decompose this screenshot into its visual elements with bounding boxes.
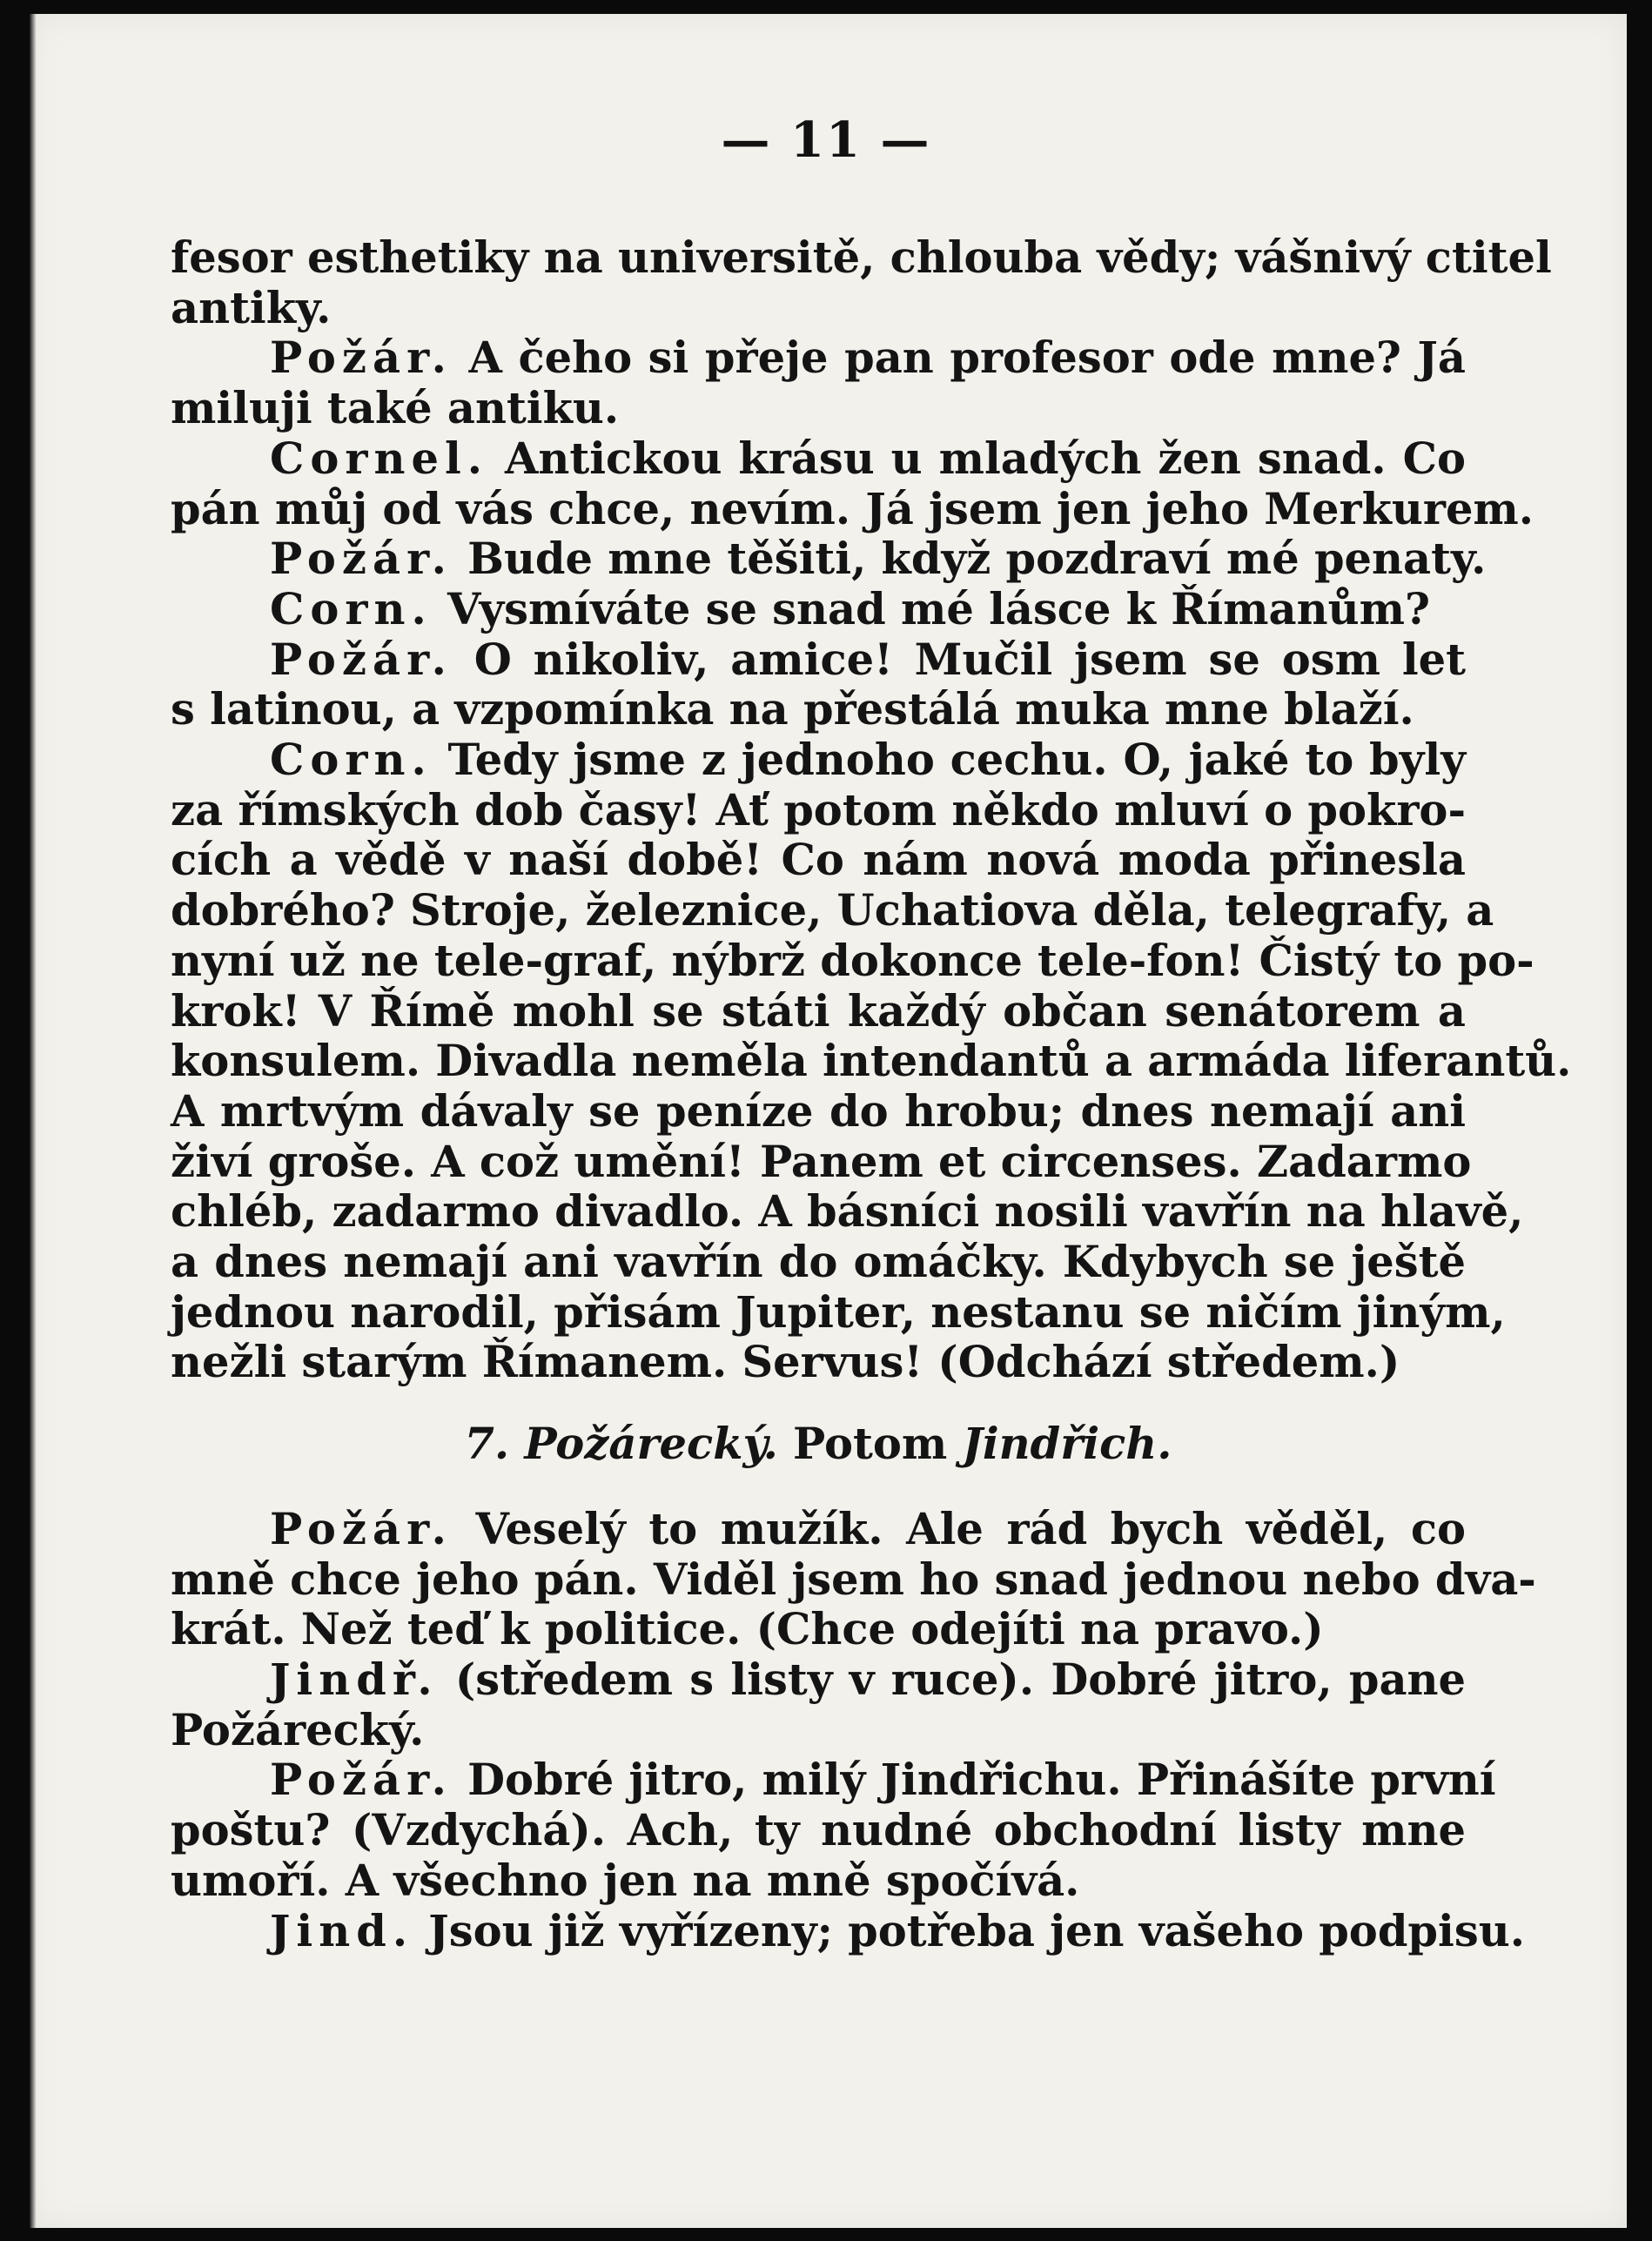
- dialogue-text: Jsou již vyřízeny; potřeba jen vašeho podpisu.: [428, 1905, 1525, 1956]
- text-line: poštu? (Vzdychá). Ach, ty nudné obchodní listy mne: [171, 1805, 1466, 1856]
- text-line: krát. Než teď k politice. (Chce odejíti na pravo.): [171, 1604, 1324, 1655]
- speaker-name: Požár.: [270, 533, 453, 585]
- dialogue-line: [171, 1655, 1466, 1706]
- text-line: pán můj od vás chce, nevím. Já jsem jen jeho Merkurem.: [171, 483, 1534, 534]
- text-line: mně chce jeho pán. Viděl jsem ho snad jednou nebo dva-: [171, 1553, 1536, 1605]
- page-edge-shadow: [30, 14, 37, 2228]
- speaker-name: Požár.: [270, 634, 453, 685]
- text-line: umoří. A všechno jen na mně spočívá.: [171, 1855, 1080, 1906]
- speaker-name: Požár.: [270, 1755, 453, 1806]
- dialogue-line: [171, 585, 1466, 635]
- text-line: Požárecký.: [171, 1704, 425, 1755]
- text-line: krok! V Římě mohl se státi každý občan senátorem a: [171, 985, 1466, 1037]
- dialogue-line: [171, 635, 1466, 686]
- dialogue-text: Veselý to mužík. Ale rád bych věděl, co: [475, 1503, 1466, 1554]
- page-number: — 11 —: [721, 111, 931, 169]
- dialogue-text: A čeho si přeje pan profesor ode mne? Já: [468, 332, 1467, 384]
- scene-then: Potom: [793, 1419, 948, 1470]
- scene-next-character: Jindřich.: [962, 1419, 1172, 1470]
- speaker-name: Cornel.: [270, 433, 489, 484]
- text-line: miluji také antiku.: [171, 383, 620, 434]
- dialogue-text: Vysmíváte se snad mé lásce k Římanům?: [447, 583, 1430, 634]
- dialogue-text: Dobré jitro, milý Jindřichu. Přinášíte první: [467, 1755, 1496, 1806]
- text-line: za římských dob časy! Ať potom někdo mluví o pokro-: [171, 784, 1466, 835]
- text-line: antiky.: [171, 282, 332, 333]
- text-line: jednou narodil, přisám Jupiter, nestanu se ničím jiným,: [171, 1286, 1506, 1338]
- text-line: živí groše. A což umění! Panem et circenses. Zadarmo: [171, 1136, 1472, 1187]
- dialogue-line: [171, 1905, 1525, 1957]
- text-line: cích a vědě v naší době! Co nám nová moda přinesla: [171, 835, 1466, 886]
- speaker-name: Corn.: [270, 735, 433, 786]
- text-line: nyní už ne tele-graf, nýbrž dokonce tele-fon! Čistý to po-: [171, 935, 1534, 986]
- speaker-name: Požár.: [270, 332, 453, 384]
- text-line: s latinou, a vzpomínka na přestálá muka mne blaží.: [171, 684, 1414, 735]
- dialogue-text: (středem s listy v ruce). Dobré jitro, pane: [454, 1654, 1466, 1705]
- dialogue-text: Bude mne těšiti, když pozdraví mé penaty.: [467, 533, 1487, 585]
- text-line: dobrého? Stroje, železnice, Uchatiova děla, telegrafy, a: [171, 885, 1494, 936]
- dialogue-line: [171, 1755, 1496, 1806]
- dialogue-line: [171, 533, 1487, 585]
- dialogue-text: Tedy jsme z jednoho cechu. O, jaké to byly: [447, 735, 1466, 786]
- speaker-name: Jindř.: [270, 1654, 439, 1705]
- scene-character: Požárecký.: [524, 1419, 778, 1470]
- dialogue-line: [171, 434, 1466, 485]
- text-line: A mrtvým dávaly se peníze do hrobu; dnes nemají ani: [171, 1085, 1466, 1137]
- play-text: [171, 232, 1572, 1956]
- dialogue-line: [171, 735, 1466, 786]
- dialogue-line: [171, 333, 1466, 384]
- text-line: konsulem. Divadla neměla intendantů a armáda liferantů.: [171, 1036, 1572, 1087]
- dialogue-text: O nikoliv, amice! Mučil jsem se osm let: [473, 634, 1466, 685]
- text-line: fesor esthetiky na universitě, chlouba vědy; vášnivý ctitel: [171, 232, 1552, 283]
- scene-number: 7.: [464, 1419, 510, 1470]
- text-line: chléb, zadarmo divadlo. A básníci nosili vavřín na hlavě,: [171, 1186, 1524, 1238]
- dialogue-text: Antickou krásu u mladých žen snad. Co: [504, 433, 1466, 484]
- dialogue-line: [171, 1505, 1466, 1555]
- scene-heading: [171, 1419, 1466, 1470]
- text-line: nežli starým Římanem. Servus! (Odchází středem.): [171, 1337, 1400, 1388]
- speaker-name: Požár.: [270, 1503, 453, 1554]
- text-line: a dnes nemají ani vavřín do omáčky. Kdybych se ještě: [171, 1237, 1466, 1288]
- speaker-name: Corn.: [270, 583, 433, 634]
- speaker-name: Jind.: [270, 1905, 414, 1956]
